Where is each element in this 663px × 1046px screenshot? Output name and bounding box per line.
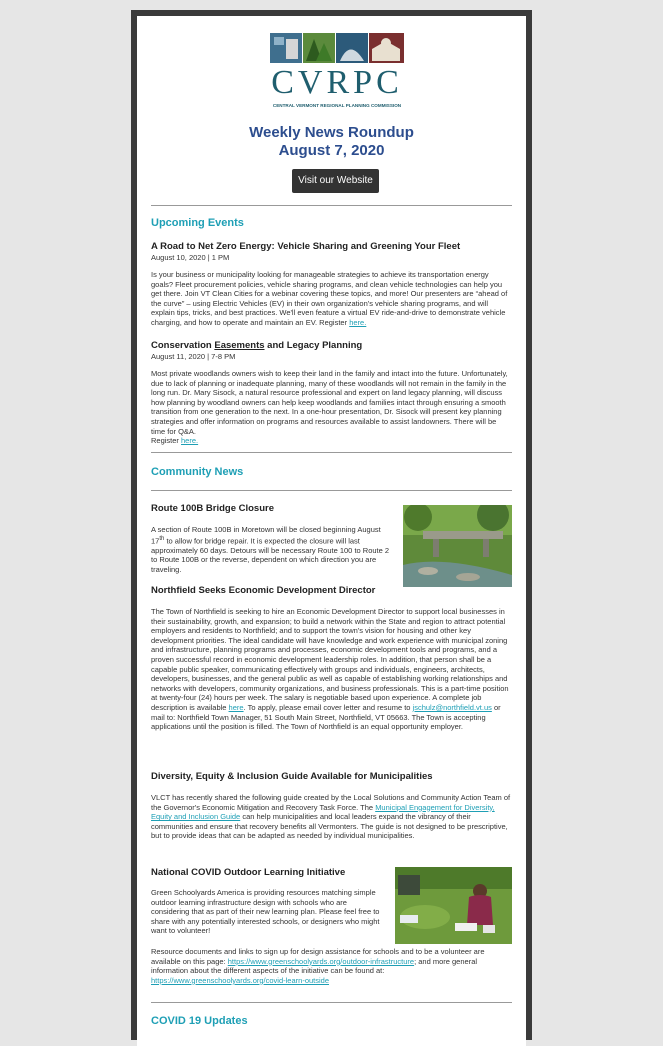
email-frame	[131, 10, 532, 1040]
covid-learn-outside-link[interactable]: https://www.greenschoolyards.org/covid-learn-outside	[151, 975, 330, 985]
bridge-image-icon	[403, 505, 512, 587]
event-title: A Road to Net Zero Energy: Vehicle Sharing and Greening Your Fleet	[151, 241, 461, 252]
article-text: . To apply, please email cover letter and resume to	[243, 702, 413, 712]
article-title: Northfield Seeks Economic Development Director	[151, 585, 376, 596]
article-text: The Town of Northfield is seeking to hire an Economic Development Director to support local businesses in their sustainability, growth, and expansion; to build a network within the State and region to attract potential employers and residents to Northfield; and to support the town's vision for housing and other key development priorities. The ideal candidate will have knowledge and work experience with municipal zoning and infrastructure, planning programs and processes, economic development tools and programs, and a proven successful record in economic development leadership roles. In addition, that person shall be a capable public speaker, communicating effectively with groups and individuals, engineers, architects, developers, businesses, and the general public as well as capable of establishing working relationships and networks with developers, community organizations, and business professionals. This is a part-time position at twenty-four (24) hours per week. The salary is negotiable based upon experience. A complete job description is available	[151, 607, 509, 712]
event-title	[151, 340, 362, 351]
event-datetime: August 11, 2020 | 7-8 PM	[151, 352, 236, 361]
bridge-photo	[403, 505, 512, 587]
outdoor-learning-image-icon	[395, 867, 512, 944]
upcoming-events-heading: Upcoming Events	[151, 217, 244, 229]
event-datetime: August 10, 2020 | 1 PM	[151, 253, 230, 262]
register-label: Register	[151, 436, 182, 446]
article-body	[151, 793, 512, 841]
logo-text: CVRPC	[271, 64, 403, 101]
email-link[interactable]: jschulz@northfield.vt.us	[412, 702, 492, 712]
event-title-part: Conservation	[151, 340, 215, 351]
event-title-part: Easements	[214, 340, 265, 351]
article-text: ; and more general information about the different aspects of the initiative can be found at:	[151, 956, 478, 976]
outdoor-infrastructure-link[interactable]: https://www.greenschoolyards.org/outdoor-infrastructure	[227, 956, 415, 966]
community-news-heading: Community News	[151, 466, 244, 478]
event-description	[151, 270, 512, 328]
article-text: can help municipalities and local leaders expand the vibrancy of their communities and ensure that recovery benefits all Vermonters. The guide is not designed to be prescriptive, but to provide ideas that can be adapted as needed by individual municipalities.	[151, 812, 508, 841]
logo-subtitle: CENTRAL VERMONT REGIONAL PLANNING COMMISSION	[272, 103, 402, 108]
article-body	[151, 525, 393, 574]
newsletter-title: Weekly News Roundup	[249, 124, 414, 141]
register-link[interactable]: here.	[349, 317, 367, 327]
article-text: Resource documents and links to sign up for design assistance for schools and to be a volunteer are available on this page:	[151, 947, 485, 966]
newsletter-date: August 7, 2020	[278, 142, 385, 159]
divider	[151, 205, 512, 206]
article-text: A section of Route 100B in Moretown will be closed beginning August 17	[151, 525, 381, 546]
event-body-text: Most private woodlands owners wish to keep their land in the family and intact into the future. Unfortunately, due to lack of planning or inadequate planning, many of these woodlands will not remain in the family in the long run. Dr. Mary Sisock, a natural resource professional and expert on land legacy planning, will discuss how planning by woodland owners can help keep woodlands and families intact through ensuring a smooth transition from one generation to the next. In a one-hour presentation, Dr. Sisock will present key planning strategies and offer information on programs and resources available to assist landowners. There will be time for Q&A.	[151, 369, 508, 436]
article-body	[151, 947, 512, 985]
event-title-part: and Legacy Planning	[264, 340, 363, 351]
divider	[151, 490, 512, 491]
outdoor-learning-photo	[395, 867, 512, 944]
event-description	[151, 369, 512, 446]
article-body: Green Schoolyards America is providing resources matching simple outdoor learning infrastructure design with schools who are considering that as part of their new learning plan. Please feel free to share with any potentially interested schools, or designers who might want to volunteer!	[151, 888, 380, 936]
article-title: Diversity, Equity & Inclusion Guide Available for Municipalities	[151, 771, 433, 782]
article-text: to allow for bridge repair. It is expected the closure will last approximately 60 days. Detours will be necessary Route 100 to Route 2 to Route 100B or the reverse, dependent on which direction you are traveling.	[151, 536, 390, 574]
visit-website-button[interactable]: Visit our Website	[292, 169, 379, 193]
article-title: Route 100B Bridge Closure	[151, 503, 274, 514]
article-title: National COVID Outdoor Learning Initiative	[151, 867, 346, 878]
dei-guide-link[interactable]: Municipal Engagement for Diversity, Equity and Inclusion Guide	[151, 802, 495, 822]
newsletter-sheet	[137, 16, 526, 1046]
divider	[151, 1002, 512, 1003]
article-text: or mail to: Northfield Town Manager, 51 South Main Street, Northfield, VT 05663. The Town is accepting applications until the position is filled. The Town of Northfield is an equal opportunity employer.	[151, 702, 501, 732]
job-description-link[interactable]: here	[228, 702, 244, 712]
cvrpc-logo[interactable]	[270, 33, 404, 113]
covid-updates-heading: COVID 19 Updates	[151, 1015, 248, 1027]
article-text: VLCT has recently shared the following guide created by the Local Solutions and Community Action Team of the Governor's Economic Mitigation and Recovery Task Force. The	[151, 793, 511, 812]
divider	[151, 452, 512, 453]
ordinal-suffix: th	[159, 535, 165, 542]
event-body-text: Is your business or municipality looking for manageable strategies to achieve its transportation energy goals? Fleet procurement policies, vehicle sharing programs, and clean vehicle technologies can help you get there. Join VT Clean Cities for a webinar covering these topics, and more! Our presenters are “ahead of the curve” – using Electric Vehicles (EV) in their own organization's vehicle sharing programs, and will explain tips, tricks, and best practices. We'll even feature a virtual EV ride-and-drive to demonstrate vehicle charging, and how to operate and maintain an EV. Register	[151, 270, 508, 327]
register-link[interactable]: here.	[181, 436, 199, 446]
article-body	[151, 607, 512, 732]
